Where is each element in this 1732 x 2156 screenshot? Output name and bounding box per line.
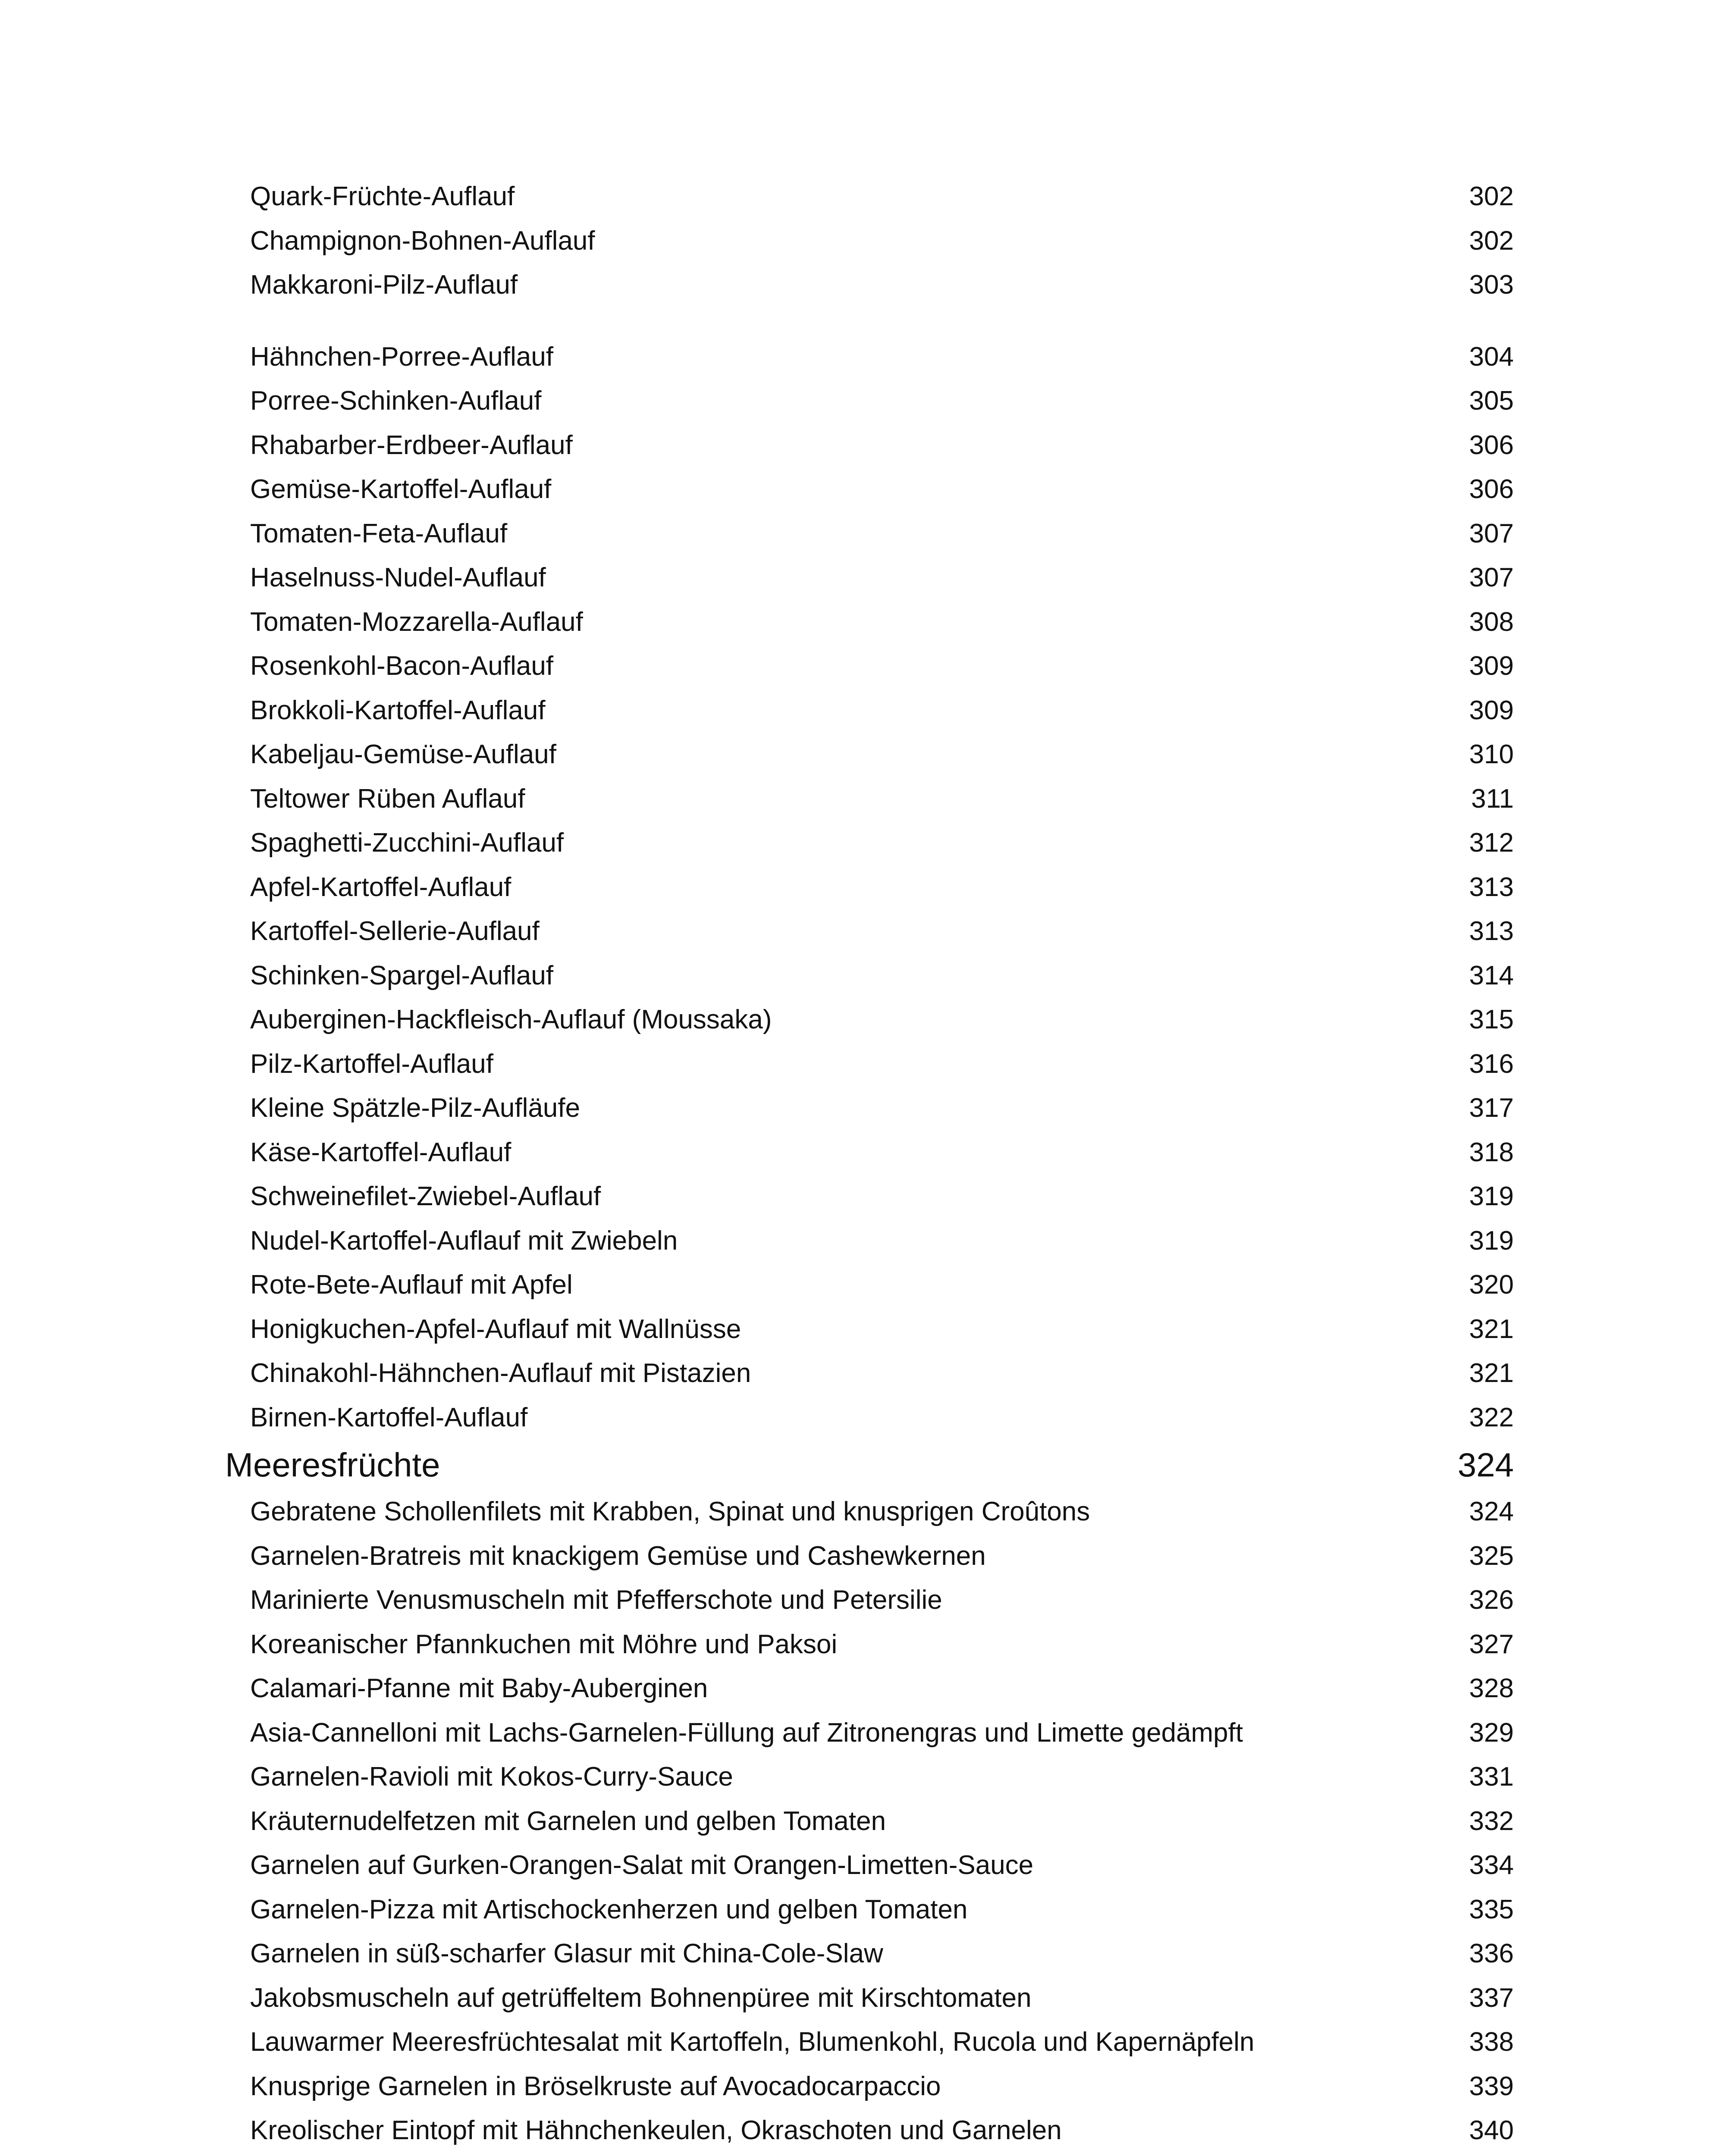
toc-entry[interactable] bbox=[250, 2109, 1514, 2153]
toc-entry-title: Kartoffel-Sellerie-Auflauf bbox=[250, 916, 540, 946]
toc-entry-title: Knusprige Garnelen in Bröselkruste auf Avocadocarpaccio bbox=[250, 2071, 941, 2101]
toc-entry[interactable] bbox=[250, 1711, 1514, 1755]
toc-entry[interactable] bbox=[250, 1755, 1514, 1799]
toc-entry[interactable] bbox=[250, 1086, 1514, 1131]
toc-entry[interactable] bbox=[250, 689, 1514, 733]
toc-entry-page-number: 306 bbox=[1469, 474, 1514, 505]
toc-entry[interactable] bbox=[250, 379, 1514, 423]
toc-section-title: Meeresfrüchte bbox=[225, 1446, 440, 1484]
toc-entry[interactable] bbox=[250, 954, 1514, 998]
toc-entry-page-number: 334 bbox=[1469, 1850, 1514, 1880]
toc-entry-title: Kräuternudelfetzen mit Garnelen und gelben Tomaten bbox=[250, 1806, 886, 1836]
toc-entry-page-number: 310 bbox=[1469, 740, 1514, 770]
toc-entry-page-number: 331 bbox=[1469, 1762, 1514, 1792]
toc-entry[interactable] bbox=[250, 1396, 1514, 1440]
toc-entry-title: Kleine Spätzle-Pilz-Aufläufe bbox=[250, 1093, 580, 1123]
toc-entry[interactable] bbox=[250, 1932, 1514, 1976]
toc-entry-page-number: 324 bbox=[1469, 1497, 1514, 1527]
toc-entry-title: Gemüse-Kartoffel-Auflauf bbox=[250, 474, 552, 505]
toc-entry[interactable] bbox=[250, 423, 1514, 468]
toc-entry-page-number: 340 bbox=[1469, 2115, 1514, 2146]
toc-entry-title: Porree-Schinken-Auflauf bbox=[250, 386, 542, 416]
toc-section-page-number: 324 bbox=[1457, 1446, 1514, 1484]
toc-entry-page-number: 304 bbox=[1469, 342, 1514, 372]
toc-entry[interactable] bbox=[250, 2020, 1514, 2065]
toc-entry-title: Kabeljau-Gemüse-Auflauf bbox=[250, 740, 556, 770]
toc-entry-page-number: 329 bbox=[1469, 1717, 1514, 1748]
toc-entry[interactable] bbox=[250, 998, 1514, 1042]
toc-entry[interactable] bbox=[250, 1307, 1514, 1352]
toc-entry-title: Schinken-Spargel-Auflauf bbox=[250, 960, 554, 990]
toc-entry-title: Teltower Rüben Auflauf bbox=[250, 783, 525, 814]
toc-entry-title: Käse-Kartoffel-Auflauf bbox=[250, 1137, 511, 1167]
toc-entry-title: Spaghetti-Zucchini-Auflauf bbox=[250, 828, 564, 858]
toc-entry[interactable] bbox=[250, 1219, 1514, 1263]
toc-entry-title: Garnelen in süß-scharfer Glasur mit China-Cole-Slaw bbox=[250, 1939, 883, 1969]
toc-entry[interactable] bbox=[250, 1131, 1514, 1175]
toc-entry-title: Quark-Früchte-Auflauf bbox=[250, 182, 515, 212]
toc-entry-page-number: 308 bbox=[1469, 607, 1514, 637]
toc-entry[interactable] bbox=[250, 1263, 1514, 1307]
toc-entry[interactable] bbox=[250, 1799, 1514, 1844]
toc-entry-title: Marinierte Venusmuscheln mit Pfefferschote und Petersilie bbox=[250, 1585, 942, 1615]
toc-entry-page-number: 332 bbox=[1469, 1806, 1514, 1836]
toc-entry-title: Brokkoli-Kartoffel-Auflauf bbox=[250, 695, 546, 725]
toc-entry-page-number: 319 bbox=[1469, 1225, 1514, 1256]
toc-entry-title: Rote-Bete-Auflauf mit Apfel bbox=[250, 1270, 573, 1300]
toc-entry-page-number: 327 bbox=[1469, 1629, 1514, 1659]
toc-entry-title: Birnen-Kartoffel-Auflauf bbox=[250, 1402, 528, 1432]
toc-entry-page-number: 314 bbox=[1469, 960, 1514, 990]
toc-entry-title: Pilz-Kartoffel-Auflauf bbox=[250, 1049, 493, 1079]
toc-entry[interactable] bbox=[250, 1843, 1514, 1888]
toc-entry[interactable] bbox=[250, 263, 1514, 307]
toc-entry-page-number: 309 bbox=[1469, 695, 1514, 725]
toc-entry-title: Haselnuss-Nudel-Auflauf bbox=[250, 563, 546, 593]
toc-entry[interactable] bbox=[250, 1623, 1514, 1667]
toc-entry[interactable] bbox=[250, 556, 1514, 600]
toc-entry-page-number: 335 bbox=[1469, 1894, 1514, 1924]
toc-entry[interactable] bbox=[250, 600, 1514, 645]
toc-entry-title: Makkaroni-Pilz-Auflauf bbox=[250, 270, 518, 300]
toc-entry-title: Chinakohl-Hähnchen-Auflauf mit Pistazien bbox=[250, 1358, 751, 1388]
toc-group-2 bbox=[250, 335, 1514, 1440]
toc-entry[interactable] bbox=[250, 821, 1514, 865]
toc-entry-title: Kreolischer Eintopf mit Hähnchenkeulen, Okraschoten und Garnelen bbox=[250, 2115, 1062, 2146]
toc-entry[interactable] bbox=[250, 335, 1514, 379]
toc-entry-title: Schweinefilet-Zwiebel-Auflauf bbox=[250, 1181, 601, 1212]
toc-entry-title: Gebratene Schollenfilets mit Krabben, Spinat und knusprigen Croûtons bbox=[250, 1497, 1090, 1527]
toc-entry-title: Hähnchen-Porree-Auflauf bbox=[250, 342, 554, 372]
toc-entry[interactable] bbox=[250, 1667, 1514, 1711]
toc-entry[interactable] bbox=[250, 512, 1514, 556]
toc-entry[interactable] bbox=[250, 1534, 1514, 1579]
toc-entry-page-number: 316 bbox=[1469, 1049, 1514, 1079]
toc-entry-title: Garnelen-Pizza mit Artischockenherzen und gelben Tomaten bbox=[250, 1894, 968, 1924]
toc-entry[interactable] bbox=[250, 777, 1514, 821]
toc-entry-page-number: 339 bbox=[1469, 2071, 1514, 2101]
toc-entry-page-number: 321 bbox=[1469, 1314, 1514, 1344]
toc-entry-title: Tomaten-Mozzarella-Auflauf bbox=[250, 607, 583, 637]
toc-entry-page-number: 325 bbox=[1469, 1541, 1514, 1571]
toc-entry-title: Asia-Cannelloni mit Lachs-Garnelen-Füllung auf Zitronengras und Limette gedämpft bbox=[250, 1717, 1243, 1748]
toc-entry-title: Garnelen-Ravioli mit Kokos-Curry-Sauce bbox=[250, 1762, 733, 1792]
toc-entry-title: Jakobsmuscheln auf getrüffeltem Bohnenpüree mit Kirschtomaten bbox=[250, 1983, 1032, 2013]
toc-entry-page-number: 307 bbox=[1469, 518, 1514, 548]
toc-group-3 bbox=[250, 1490, 1514, 2156]
toc-section-heading[interactable] bbox=[225, 1440, 1514, 1490]
toc-entry[interactable] bbox=[250, 733, 1514, 777]
toc-entry-page-number: 309 bbox=[1469, 651, 1514, 681]
toc-entry-title: Honigkuchen-Apfel-Auflauf mit Wallnüsse bbox=[250, 1314, 741, 1344]
toc-entry-title: Auberginen-Hackfleisch-Auflauf (Moussaka) bbox=[250, 1005, 772, 1035]
toc-entry-page-number: 337 bbox=[1469, 1983, 1514, 2013]
toc-entry-page-number: 319 bbox=[1469, 1181, 1514, 1212]
toc-entry-page-number: 326 bbox=[1469, 1585, 1514, 1615]
toc-entry[interactable] bbox=[250, 1888, 1514, 1932]
toc-entry-page-number: 317 bbox=[1469, 1093, 1514, 1123]
toc-entry-page-number: 318 bbox=[1469, 1137, 1514, 1167]
table-of-contents bbox=[225, 175, 1514, 2156]
toc-entry-page-number: 305 bbox=[1469, 386, 1514, 416]
toc-entry-page-number: 302 bbox=[1469, 226, 1514, 256]
toc-entry-title: Apfel-Kartoffel-Auflauf bbox=[250, 872, 511, 902]
toc-entry-page-number: 313 bbox=[1469, 872, 1514, 902]
toc-entry-title: Tomaten-Feta-Auflauf bbox=[250, 518, 508, 548]
toc-entry-title: Rhabarber-Erdbeer-Auflauf bbox=[250, 430, 573, 460]
toc-spacer bbox=[250, 307, 1514, 335]
toc-entry-title: Lauwarmer Meeresfrüchtesalat mit Kartoffeln, Blumenkohl, Rucola und Kapernäpfeln bbox=[250, 2027, 1255, 2057]
toc-entry-page-number: 328 bbox=[1469, 1673, 1514, 1704]
toc-entry[interactable] bbox=[250, 1175, 1514, 1219]
toc-entry-page-number: 311 bbox=[1471, 783, 1514, 814]
toc-entry-page-number: 307 bbox=[1469, 563, 1514, 593]
toc-entry-page-number: 303 bbox=[1469, 270, 1514, 300]
toc-entry[interactable] bbox=[250, 1351, 1514, 1396]
toc-entry-page-number: 322 bbox=[1469, 1402, 1514, 1432]
toc-entry-page-number: 336 bbox=[1469, 1939, 1514, 1969]
toc-entry-page-number: 313 bbox=[1469, 916, 1514, 946]
toc-entry-title: Garnelen auf Gurken-Orangen-Salat mit Orangen-Limetten-Sauce bbox=[250, 1850, 1034, 1880]
toc-entry-title: Nudel-Kartoffel-Auflauf mit Zwiebeln bbox=[250, 1225, 678, 1256]
toc-group-1 bbox=[250, 175, 1514, 307]
toc-entry[interactable] bbox=[250, 644, 1514, 689]
toc-entry-page-number: 338 bbox=[1469, 2027, 1514, 2057]
toc-entry[interactable] bbox=[250, 865, 1514, 910]
toc-entry[interactable] bbox=[250, 1042, 1514, 1087]
toc-entry-page-number: 306 bbox=[1469, 430, 1514, 460]
toc-entry-page-number: 315 bbox=[1469, 1005, 1514, 1035]
toc-entry-page-number: 312 bbox=[1469, 828, 1514, 858]
toc-entry-title: Rosenkohl-Bacon-Auflauf bbox=[250, 651, 554, 681]
toc-entry-title: Garnelen-Bratreis mit knackigem Gemüse und Cashewkernen bbox=[250, 1541, 986, 1571]
toc-entry-page-number: 321 bbox=[1469, 1358, 1514, 1388]
toc-entry[interactable] bbox=[250, 2153, 1514, 2156]
toc-entry[interactable] bbox=[250, 1490, 1514, 1534]
toc-entry-title: Koreanischer Pfannkuchen mit Möhre und Paksoi bbox=[250, 1629, 838, 1659]
toc-entry[interactable] bbox=[250, 2065, 1514, 2109]
toc-entry[interactable] bbox=[250, 467, 1514, 512]
toc-entry[interactable] bbox=[250, 1578, 1514, 1623]
toc-entry-page-number: 302 bbox=[1469, 182, 1514, 212]
toc-entry[interactable] bbox=[250, 175, 1514, 219]
toc-entry[interactable] bbox=[250, 909, 1514, 954]
toc-entry[interactable] bbox=[250, 219, 1514, 263]
toc-entry-title: Calamari-Pfanne mit Baby-Auberginen bbox=[250, 1673, 708, 1704]
toc-entry-title: Champignon-Bohnen-Auflauf bbox=[250, 226, 595, 256]
toc-entry-page-number: 320 bbox=[1469, 1270, 1514, 1300]
toc-entry[interactable] bbox=[250, 1976, 1514, 2021]
